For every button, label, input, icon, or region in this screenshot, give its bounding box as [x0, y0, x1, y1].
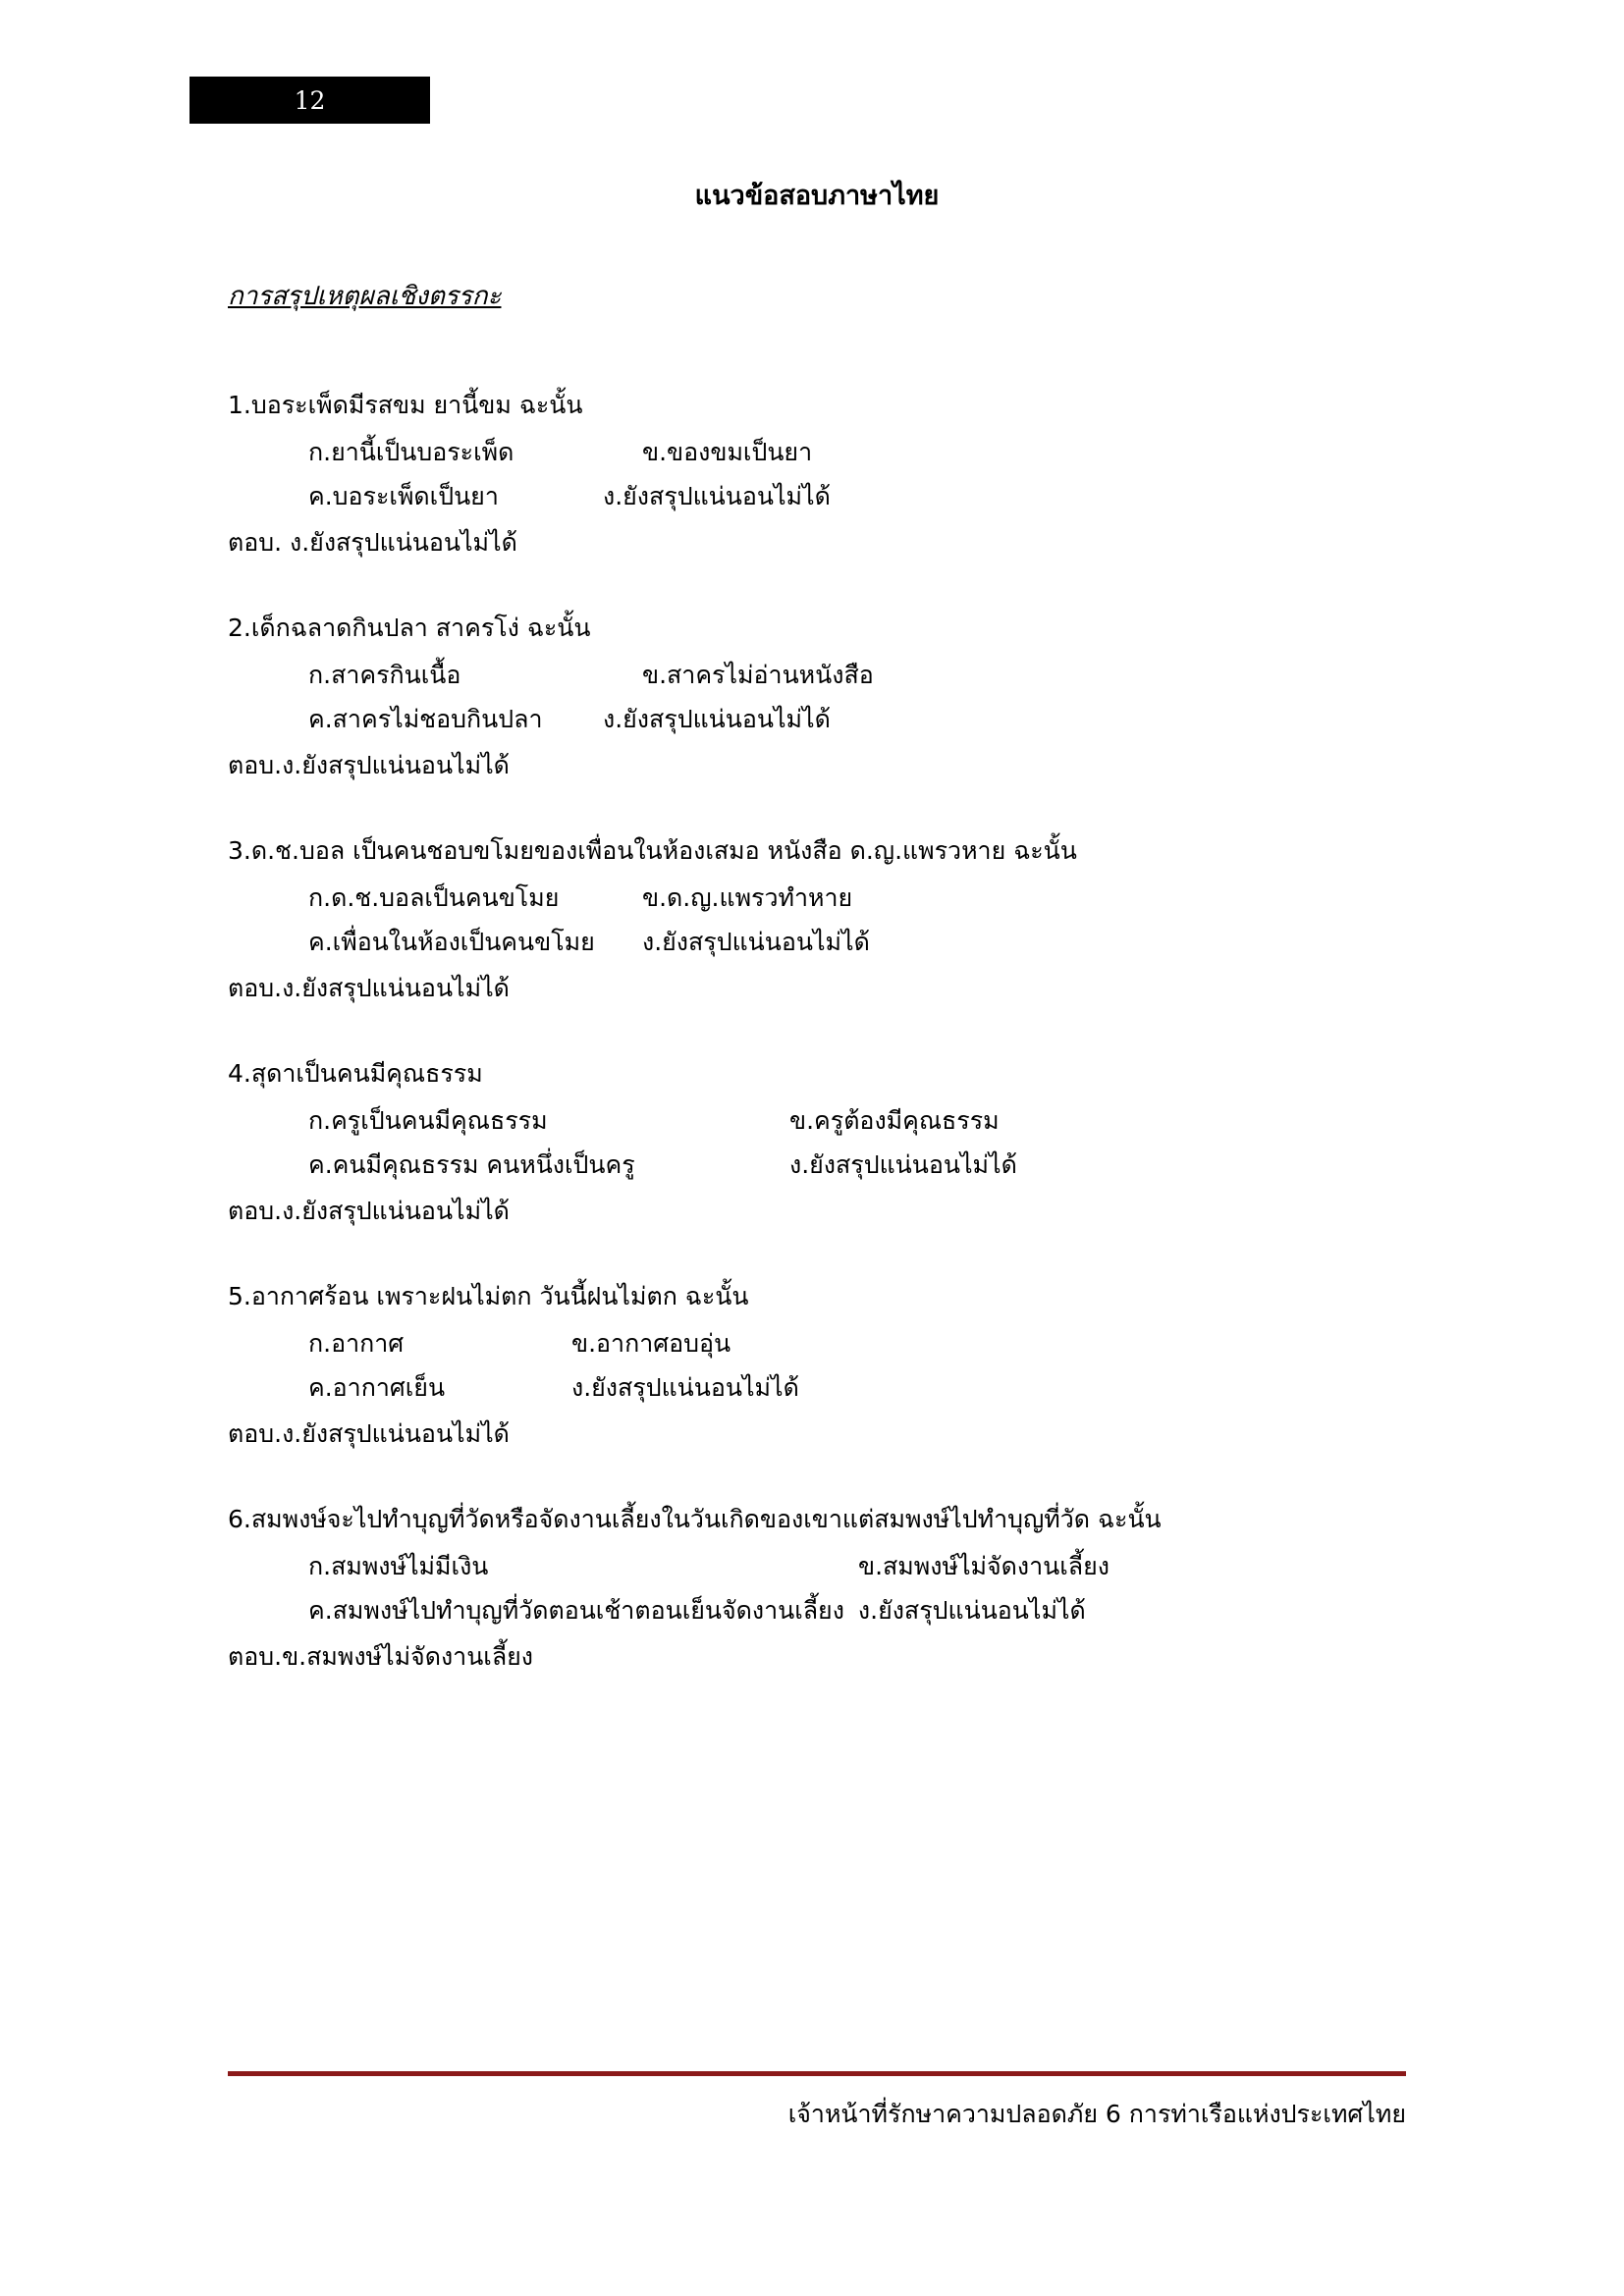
choice-d: ง.ยังสรุปแน่นอนไม่ได้	[642, 928, 870, 956]
question-stem: 5.อากาศร้อน เพราะฝนไม่ตก วันนี้ฝนไม่ตก ฉะนั้น	[228, 1281, 749, 1310]
question-stem: 1.บอระเพ็ดมีรสขม ยานี้ขม ฉะนั้น	[228, 390, 583, 419]
choice-c: ค.อากาศเย็น	[308, 1373, 446, 1402]
footer-divider	[228, 2071, 1406, 2076]
question-answer: ตอบ.ง.ยังสรุปแน่นอนไม่ได้	[228, 1418, 510, 1448]
question-block	[228, 1278, 1406, 1454]
question-choices-row	[228, 1147, 1406, 1185]
question-block	[228, 1055, 1406, 1231]
choice-c: ค.สาครไม่ชอบกินปลา	[308, 705, 543, 733]
choice-c: ค.เพื่อนในห้องเป็นคนขโมย	[308, 928, 595, 956]
question-answer: ตอบ.ง.ยังสรุปแน่นอนไม่ได้	[228, 750, 510, 779]
question-choices-row	[228, 1369, 1406, 1408]
question-stem: 4.สุดาเป็นคนมีคุณธรรม	[228, 1058, 483, 1088]
question-choices-row	[228, 1325, 1406, 1363]
question-stem: 6.สมพงษ์จะไปทำบุญที่วัดหรือจัดงานเลี้ยงในวันเกิดของเขาแต่สมพงษ์ไปทำบุญที่วัด ฉะนั้น	[228, 1504, 1162, 1533]
choice-b: ข.สาครไม่อ่านหนังสือ	[642, 661, 874, 690]
footer-text: เจ้าหน้าที่รักษาความปลอดภัย 6 การท่าเรือแห่งประเทศไทย	[787, 2100, 1406, 2128]
choice-a: ก.ยานี้เป็นบอระเพ็ด	[308, 438, 514, 467]
question-choices-row	[228, 434, 1406, 472]
question-choices-row	[228, 701, 1406, 739]
choice-c: ค.คนมีคุณธรรม คนหนึ่งเป็นครู	[308, 1150, 635, 1179]
question-choices-row	[228, 478, 1406, 516]
question-choices-row	[228, 1592, 1406, 1630]
choice-d: ง.ยังสรุปแน่นอนไม่ได้	[789, 1150, 1017, 1179]
choice-d: ง.ยังสรุปแน่นอนไม่ได้	[603, 482, 831, 510]
choice-b: ข.ครูต้องมีคุณธรรม	[789, 1106, 1000, 1136]
section-heading: การสรุปเหตุผลเชิงตรรกะ	[228, 281, 502, 311]
document-content	[228, 177, 1406, 1724]
question-choices-row	[228, 924, 1406, 962]
choice-a: ก.ด.ช.บอลเป็นคนขโมย	[308, 883, 560, 913]
choice-c: ค.สมพงษ์ไปทำบุญที่วัดตอนเช้าตอนเย็นจัดงานเลี้ยง	[308, 1596, 844, 1625]
choice-d: ง.ยังสรุปแน่นอนไม่ได้	[571, 1373, 799, 1402]
question-block	[228, 610, 1406, 785]
question-answer: ตอบ.ง.ยังสรุปแน่นอนไม่ได้	[228, 973, 510, 1002]
choice-a: ก.อากาศ	[308, 1329, 405, 1359]
choice-a: ก.สาครกินเนื้อ	[308, 661, 461, 690]
question-block	[228, 832, 1406, 1008]
choice-d: ง.ยังสรุปแน่นอนไม่ได้	[857, 1596, 1086, 1625]
choice-c: ค.บอระเพ็ดเป็นยา	[308, 482, 499, 510]
question-block	[228, 387, 1406, 562]
choice-b: ข.อากาศอบอุ่น	[571, 1329, 731, 1359]
page-number-badge	[189, 77, 430, 124]
question-block	[228, 1501, 1406, 1677]
choice-b: ข.สมพงษ์ไม่จัดงานเลี้ยง	[858, 1552, 1110, 1581]
page-number: 12	[294, 85, 326, 115]
choice-b: ข.ของขมเป็นยา	[642, 438, 813, 467]
page-title: แนวข้อสอบภาษาไทย	[694, 181, 940, 211]
choice-a: ก.ครูเป็นคนมีคุณธรรม	[308, 1106, 548, 1136]
question-answer: ตอบ. ง.ยังสรุปแน่นอนไม่ได้	[228, 527, 517, 557]
question-choices-row	[228, 1548, 1406, 1586]
question-answer: ตอบ.ง.ยังสรุปแน่นอนไม่ได้	[228, 1196, 510, 1225]
question-answer: ตอบ.ข.สมพงษ์ไม่จัดงานเลี้ยง	[228, 1641, 533, 1671]
choice-a: ก.สมพงษ์ไม่มีเงิน	[308, 1552, 489, 1581]
choice-b: ข.ด.ญ.แพรวทำหาย	[642, 883, 853, 913]
question-choices-row	[228, 1102, 1406, 1141]
question-stem: 3.ด.ช.บอล เป็นคนชอบขโมยของเพื่อนในห้องเสมอ หนังสือ ด.ญ.แพรวหาย ฉะนั้น	[228, 835, 1077, 865]
choice-d: ง.ยังสรุปแน่นอนไม่ได้	[603, 705, 831, 733]
question-choices-row	[228, 880, 1406, 918]
question-choices-row	[228, 657, 1406, 695]
question-stem: 2.เด็กฉลาดกินปลา สาครโง่ ฉะนั้น	[228, 613, 591, 642]
